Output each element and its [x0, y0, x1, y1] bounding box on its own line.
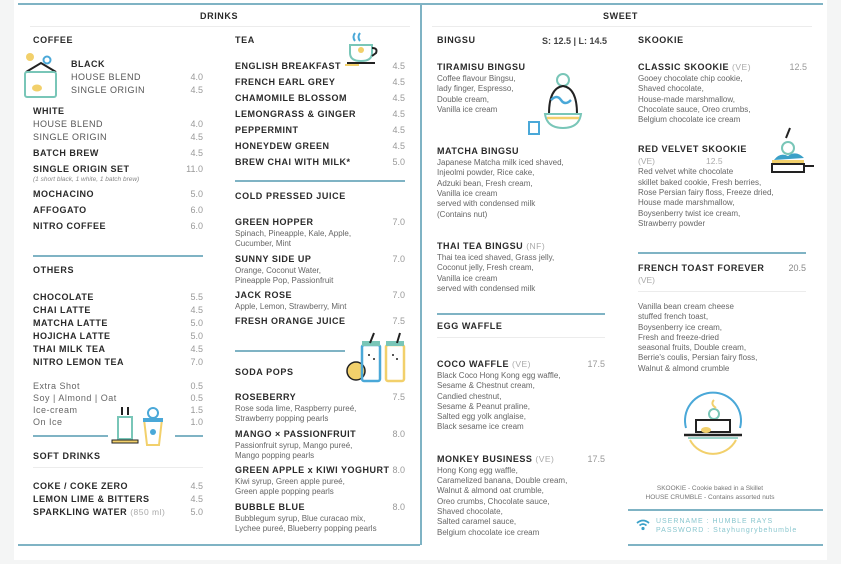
- item-desc: Thai tea iced shaved, Grass jelly,: [437, 252, 555, 262]
- soda-section: [235, 367, 405, 534]
- item-price: 4.5: [392, 109, 405, 119]
- item-name: [33, 380, 203, 392]
- item-tag: (850 ml): [130, 507, 166, 517]
- item-desc: Hong Kong egg waffle,: [437, 465, 518, 475]
- item-name-text: COKE / COKE ZERO: [33, 481, 129, 491]
- item-name: [235, 156, 405, 169]
- menu-item: [235, 464, 405, 498]
- bottom-border-right: [628, 544, 823, 546]
- item-name: [235, 428, 405, 441]
- item-price: 17.5: [587, 359, 605, 369]
- menu-item: [235, 124, 405, 137]
- item-name-text: NITRO COFFEE: [33, 221, 106, 231]
- bingsu-title: BINGSU: [437, 35, 476, 45]
- soda-title: SODA POPS: [235, 367, 294, 377]
- menu-item: [437, 240, 607, 294]
- item-name-text: BLACK: [71, 59, 105, 69]
- menu-item: [33, 188, 203, 201]
- menu-item: [235, 76, 405, 89]
- item-name-text: FRESH ORANGE JUICE: [235, 316, 346, 327]
- item-desc: Mango popping pearls: [235, 450, 315, 460]
- menu-item: [235, 92, 405, 105]
- item-name-text: NITRO LEMON TEA: [33, 357, 124, 367]
- item-name: [235, 140, 405, 153]
- item-name-text: BUBBLE BLUE: [235, 501, 305, 512]
- item-name: [71, 84, 203, 97]
- wifi-username: USERNAME : HUMBLE RAYS: [656, 518, 774, 525]
- item-desc: Rose Persian fairy floss, Freeze dried,: [638, 188, 774, 198]
- coffee-title: COFFEE: [33, 35, 74, 45]
- item-price: 11.0: [186, 164, 203, 174]
- item-desc: Strawberry powder: [638, 218, 706, 228]
- item-name-text: LEMONGRASS & GINGER: [235, 109, 357, 119]
- item-name-text: THAI MILK TEA: [33, 344, 106, 354]
- item-price: 4.5: [392, 61, 405, 71]
- item-name: [33, 493, 203, 506]
- item-desc: Boysenberry ice cream,: [638, 322, 723, 332]
- item-name-text: HONEYDEW GREEN: [235, 141, 330, 151]
- item-price: 1.0: [190, 417, 203, 427]
- menu-item: [33, 204, 203, 217]
- item-name-text: Extra Shot: [33, 381, 81, 391]
- item-desc: Apple, Lemon, Strawberry, Mint: [235, 302, 347, 312]
- item-name-text: LEMON LIME & BITTERS: [33, 494, 150, 504]
- menu-item: [235, 108, 405, 121]
- sweet-header: SWEET: [603, 11, 639, 21]
- item-name-text: SPARKLING WATER: [33, 507, 128, 517]
- item-price: 7.0: [392, 290, 405, 301]
- item-desc: Kiwi syrup, Green apple pureé,: [235, 477, 345, 487]
- others-title: OTHERS: [33, 265, 75, 275]
- item-desc: seasonal fruits, Double cream,: [638, 343, 747, 353]
- item-name-text: GREEN APPLE x KIWI YOGHURT: [235, 465, 390, 476]
- item-price: 7.5: [392, 392, 405, 402]
- item-price: 4.5: [190, 148, 203, 158]
- item-name: [235, 108, 405, 121]
- item-desc: Orange, Coconut Water,: [235, 265, 321, 275]
- egg-waffle-title: EGG WAFFLE: [437, 321, 503, 331]
- item-name-text: PEPPERMINT: [235, 125, 299, 135]
- item-name: [33, 105, 203, 118]
- item-desc: Coconut jelly, Fresh cream,: [437, 263, 534, 273]
- item-desc: Shaved chocolate,: [437, 506, 503, 516]
- menu-item: [437, 453, 605, 538]
- item-desc: Shaved chocolate,: [638, 84, 704, 94]
- item-name-text: CHAI LATTE: [33, 305, 91, 315]
- item-name: FRENCH TOAST FOREVER: [638, 263, 765, 273]
- soft-drinks-title: SOFT DRINKS: [33, 451, 101, 461]
- skookie-title: SKOOKIE: [638, 35, 684, 45]
- item-price: 5.5: [190, 292, 203, 302]
- item-name-text: RED VELVET SKOOKIE: [638, 144, 747, 155]
- item-name-text: SUNNY SIDE UP: [235, 253, 312, 264]
- menu-item: [33, 163, 203, 184]
- item-name: [437, 453, 605, 466]
- item-name: [235, 92, 405, 105]
- item-desc: Passionfruit syrup, Mango pureé,: [235, 440, 353, 450]
- item-price: 4.5: [392, 77, 405, 87]
- item-price: 4.0: [190, 119, 203, 129]
- item-price: 4.5: [392, 93, 405, 103]
- juice-title: COLD PRESSED JUICE: [235, 191, 346, 201]
- item-desc: Rose soda lime, Raspberry pureé,: [235, 404, 357, 413]
- item-name: [235, 501, 405, 514]
- item-desc: Sesame & Chestnut cream,: [437, 381, 535, 391]
- item-name: [235, 76, 405, 89]
- item-name-text: GREEN HOPPER: [235, 217, 314, 227]
- item-name-text: MATCHA BINGSU: [437, 146, 519, 157]
- item-desc: Walnut & almond oat crumble,: [437, 486, 544, 496]
- item-name: [235, 216, 405, 229]
- menu-item: [33, 131, 203, 144]
- menu-item: [235, 156, 405, 169]
- item-price: 4.5: [392, 141, 405, 151]
- item-name: [638, 61, 807, 74]
- menu-item: [33, 380, 203, 392]
- menu-item: [33, 330, 203, 343]
- wifi-icon: [636, 518, 650, 536]
- item-desc: Black sesame ice cream: [437, 422, 524, 432]
- item-price: 4.5: [392, 125, 405, 135]
- menu-item: [235, 315, 405, 328]
- french-toast-icon: [678, 388, 748, 463]
- item-desc: House-made marshmallow,: [638, 94, 735, 104]
- item-name-text: HOUSE BLEND: [71, 72, 142, 82]
- tea-cup-icon: [343, 31, 383, 72]
- menu-item: [638, 61, 807, 125]
- item-price: 5.0: [190, 189, 203, 199]
- item-name-text: THAI TEA BINGSU: [437, 240, 524, 251]
- menu-item: [235, 428, 405, 462]
- footnote: HOUSE CRUMBLE - Contains assorted nuts: [645, 494, 775, 501]
- item-name-text: SINGLE ORIGIN: [71, 85, 146, 95]
- item-price: 1.5: [190, 405, 203, 415]
- bingsu-sizes: S: 12.5 | L: 14.5: [541, 36, 607, 46]
- item-desc: (Contains nut): [437, 209, 488, 219]
- item-name: [33, 163, 203, 176]
- item-desc: Cucumber, Mint: [235, 239, 292, 249]
- item-name-text: JACK ROSE: [235, 290, 293, 301]
- item-price: 12.5: [789, 62, 807, 72]
- item-tag-text: (VE): [638, 156, 655, 167]
- menu-item: [33, 343, 203, 356]
- bottom-border: [18, 544, 420, 546]
- item-price: 4.5: [190, 344, 203, 354]
- others-section: [33, 265, 203, 428]
- item-price: 7.0: [392, 253, 405, 264]
- menu-item: [33, 317, 203, 330]
- item-desc: Oreo crumbs, Chocolate sauce,: [437, 496, 550, 506]
- item-name-text: MATCHA LATTE: [33, 318, 108, 328]
- item-desc: Japanese Matcha milk iced shaved,: [437, 158, 564, 168]
- item-name-text: HOUSE BLEND: [33, 119, 104, 129]
- item-name-text: Ice-cream: [33, 405, 78, 415]
- item-name: [235, 464, 405, 477]
- item-desc: Vanilla ice cream: [437, 104, 498, 114]
- item-price: 4.5: [190, 481, 203, 491]
- item-price: 17.5: [587, 453, 605, 464]
- item-desc: Green apple popping pearls: [235, 487, 334, 497]
- item-name: [33, 291, 203, 304]
- item-desc: served with condensed milk: [437, 199, 536, 209]
- item-price: 20.5: [788, 263, 806, 273]
- item-desc: served with condensed milk: [437, 283, 536, 293]
- menu-item: [33, 356, 203, 369]
- item-desc: Coffee flavour Bingsu,: [437, 74, 516, 83]
- item-price: 4.5: [190, 85, 203, 95]
- item-name-text: MONKEY BUSINESS: [437, 453, 533, 464]
- item-desc: House made marshmallow,: [638, 198, 735, 208]
- egg-waffle-section: [437, 321, 605, 538]
- wifi-password: PASSWORD : Stayhungrybehumble: [656, 527, 798, 534]
- skillet-icon: [768, 126, 814, 183]
- item-desc: Lychee pureé, Blueberry popping pearls: [235, 524, 377, 534]
- item-desc: Belgium chocolate ice cream: [437, 527, 540, 537]
- item-name: [33, 147, 203, 160]
- item-name-text: FRENCH EARL GREY: [235, 77, 336, 87]
- item-price: 7.5: [392, 316, 405, 327]
- item-name: [235, 391, 405, 404]
- item-name-text: BATCH BREW: [33, 148, 99, 158]
- item-name: [33, 204, 203, 217]
- item-price: 12.5: [706, 156, 723, 167]
- menu-item: [235, 140, 405, 153]
- french-toast-item: [638, 262, 806, 374]
- menu-item: [33, 480, 203, 493]
- soft-drinks-section: [33, 451, 203, 519]
- item-desc: Adzuki bean, Fresh cream,: [437, 178, 533, 188]
- item-desc: skillet baked cookie, Fresh berries,: [638, 177, 762, 187]
- item-name-text: Soy | Almond | Oat: [33, 393, 117, 403]
- item-price: 8.0: [392, 465, 405, 476]
- footnote: SKOOKIE - Cookie baked in a Skillet: [656, 485, 764, 492]
- item-desc: Double cream,: [437, 94, 490, 104]
- item-price: 6.0: [190, 221, 203, 231]
- item-name: [437, 145, 607, 158]
- item-tag: (VE): [638, 275, 655, 285]
- item-price: 5.0: [190, 507, 203, 517]
- item-name: [33, 188, 203, 201]
- item-price: 4.5: [190, 305, 203, 315]
- item-desc: Belgium chocolate ice cream: [638, 115, 741, 125]
- menu-item: [33, 147, 203, 160]
- item-name: [235, 124, 405, 137]
- item-desc: Vanilla ice cream: [437, 273, 498, 283]
- item-name-text: WHITE: [33, 106, 65, 116]
- item-price: 0.5: [190, 393, 203, 403]
- drinks-header: DRINKS: [200, 11, 239, 21]
- bingsu-icon: [527, 72, 583, 145]
- item-name-text: HOJICHA LATTE: [33, 331, 111, 341]
- item-desc: Gooey chocolate chip cookie,: [638, 74, 743, 83]
- item-price: 7.0: [392, 217, 405, 227]
- item-name: [235, 289, 405, 302]
- item-price: 6.0: [190, 205, 203, 215]
- item-name: [33, 480, 203, 493]
- item-price: 4.0: [190, 72, 203, 82]
- item-name-text: SINGLE ORIGIN SET: [33, 164, 130, 174]
- item-name: [33, 330, 203, 343]
- menu-item: [235, 216, 405, 250]
- menu-item: [235, 289, 405, 312]
- item-price: 5.0: [190, 318, 203, 328]
- item-name: [437, 240, 607, 253]
- item-name: [437, 358, 605, 371]
- item-name: [33, 356, 203, 369]
- item-desc: Fresh and freeze-dried: [638, 332, 719, 342]
- item-desc: Vanilla bean cream cheese: [638, 302, 734, 311]
- menu-item: [235, 501, 405, 535]
- item-desc: Black Coco Hong Kong egg waffle,: [437, 371, 561, 380]
- menu-item: [33, 118, 203, 131]
- item-tag: (VE): [535, 453, 555, 464]
- item-desc: Walnut & almond crumble: [638, 363, 730, 373]
- item-desc: lady finger, Espresso,: [437, 84, 514, 94]
- item-name-text: AFFOGATO: [33, 205, 87, 215]
- item-name: [33, 304, 203, 317]
- item-name: [33, 343, 203, 356]
- item-name-text: MANGO × PASSIONFRUIT: [235, 428, 357, 439]
- item-desc: Chocolate sauce, Oreo crumbs,: [638, 104, 751, 114]
- item-name: [33, 392, 203, 404]
- item-desc: Red velvet white chocolate: [638, 167, 734, 177]
- item-tag: (NF): [526, 240, 546, 251]
- item-desc: Bubblegum syrup, Blue curacao mix,: [235, 513, 366, 523]
- coffee-bag-icon: [22, 52, 62, 105]
- tea-title: TEA: [235, 35, 255, 45]
- item-desc: Strawberry popping pearls: [235, 414, 329, 424]
- menu-item: [235, 391, 405, 425]
- menu-item: [33, 220, 203, 233]
- menu-item: [33, 493, 203, 506]
- item-name: [33, 131, 203, 144]
- item-desc: Sesame & Peanut praline,: [437, 401, 530, 411]
- item-price: 5.0: [190, 331, 203, 341]
- item-price: 8.0: [392, 428, 405, 439]
- menu-item: [437, 145, 607, 220]
- juice-section: [235, 191, 405, 328]
- item-desc: stuffed french toast,: [638, 312, 709, 322]
- juice-jars-icon: [344, 331, 410, 388]
- menu-item: [33, 506, 203, 519]
- menu-item: [235, 253, 405, 287]
- item-desc: Salted egg yolk anglaise,: [437, 412, 526, 422]
- item-tag: (VE): [732, 62, 752, 72]
- menu-item: [33, 392, 203, 404]
- item-name: [33, 118, 203, 131]
- item-desc: Berrie's coulis, Persian fairy floss,: [638, 353, 758, 363]
- item-name-text: On Ice: [33, 417, 63, 427]
- item-name-text: BREW CHAI WITH MILK*: [235, 157, 351, 167]
- column-divider: [420, 3, 422, 545]
- item-price: 0.5: [190, 381, 203, 391]
- item-price: 4.5: [190, 132, 203, 142]
- item-name-text: MOCHACINO: [33, 189, 94, 199]
- menu-item: [33, 304, 203, 317]
- item-price: 7.0: [190, 357, 203, 367]
- item-price: 8.0: [392, 501, 405, 512]
- item-desc: Salted caramel sauce,: [437, 517, 517, 527]
- item-name-text: TIRAMISU BINGSU: [437, 62, 526, 72]
- item-name-text: CHOCOLATE: [33, 292, 94, 302]
- item-name: [71, 71, 203, 84]
- item-desc: Spinach, Pineapple, Kale, Apple,: [235, 229, 352, 238]
- item-name-text: ENGLISH BREAKFAST: [235, 61, 342, 71]
- item-name: [33, 506, 203, 519]
- item-name-text: ROSEBERRY: [235, 392, 297, 402]
- menu-item: [33, 291, 203, 304]
- item-name: [33, 220, 203, 233]
- item-name-text: CHAMOMILE BLOSSOM: [235, 93, 347, 103]
- item-name-text: COCO WAFFLE: [437, 359, 509, 369]
- item-name: [235, 253, 405, 266]
- item-desc: Pineapple Pop, Passionfruit: [235, 275, 334, 285]
- item-name: [33, 317, 203, 330]
- item-name-text: SINGLE ORIGIN: [33, 132, 108, 142]
- item-tag: (VE): [512, 359, 532, 369]
- item-name-text: CLASSIC SKOOKIE: [638, 62, 730, 72]
- item-name: [71, 58, 203, 71]
- menu-item: [437, 358, 605, 433]
- item-desc: Candied chestnut,: [437, 391, 502, 401]
- menu-item: [33, 105, 203, 118]
- item-note: (1 short black, 1 white, 1 batch brew): [33, 176, 140, 183]
- item-desc: Injeolmi powder, Rice cake,: [437, 168, 535, 178]
- item-price: 5.0: [392, 157, 405, 167]
- item-price: 4.5: [190, 494, 203, 504]
- item-desc: Caramelized banana, Double cream,: [437, 476, 568, 486]
- item-desc: Boysenberry twist ice cream,: [638, 208, 741, 218]
- drinks-icon: [108, 405, 170, 452]
- item-desc: Vanilla ice cream: [437, 189, 498, 199]
- item-name: [235, 315, 405, 328]
